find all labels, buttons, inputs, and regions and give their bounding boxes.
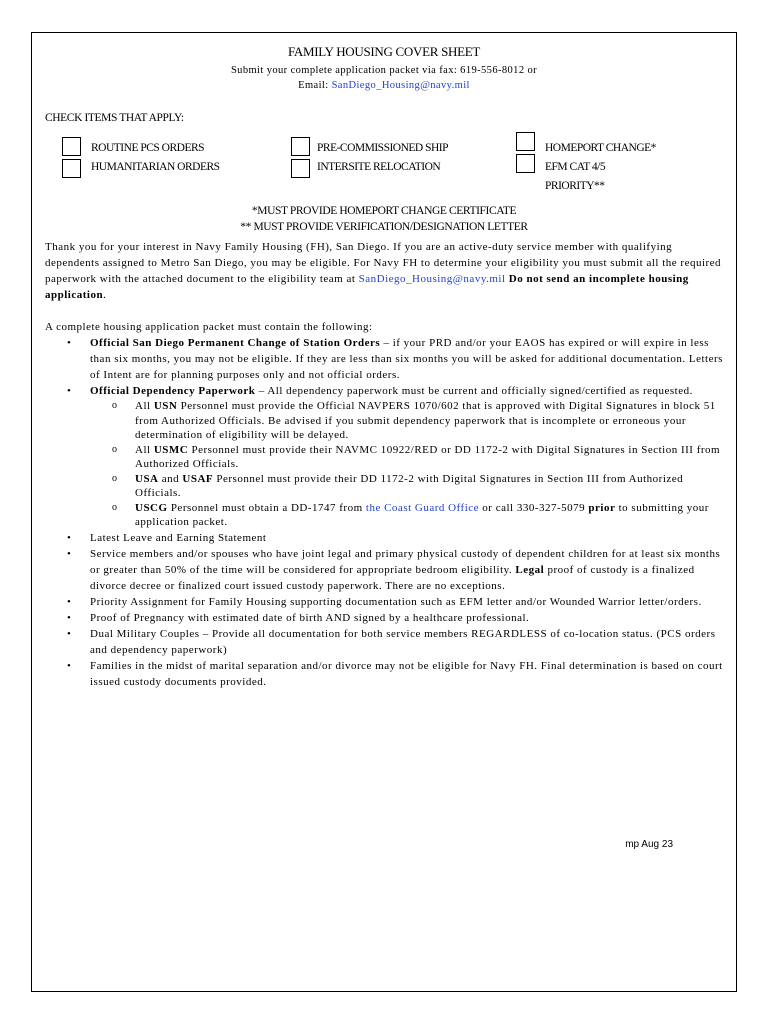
label-intersite-relocation: INTERSITE RELOCATION	[317, 161, 441, 173]
sub-item-usa-usaf	[90, 472, 725, 501]
email-line	[32, 80, 736, 91]
coast-guard-office-link[interactable]: the Coast Guard Office	[365, 501, 480, 514]
uscg-text: Personnel must obtain a DD-1747 from	[167, 501, 366, 514]
list-item-separation: • Families in the midst of marital separation and/or divorce may not be eligible for Navy FH. Final determination is based on court issued custody documents provided.	[45, 658, 725, 690]
uscg-end: to submitting your application packet.	[135, 501, 709, 528]
usa-mid: and	[158, 472, 183, 485]
uscg-phone: or call 330-327-5079	[479, 501, 589, 514]
verification-letter-note: ** MUST PROVIDE VERIFICATION/DESIGNATION LETTER	[240, 221, 528, 233]
intro-paragraph	[45, 239, 725, 303]
list-item-dual-military: • Dual Military Couples – Provide all documentation for both service members REGARDLESS of co-location status. (PCS orders and dependency paperwork)	[45, 626, 725, 658]
custody-legal: Legal	[515, 563, 545, 576]
usa-label: USA	[135, 472, 159, 485]
checklist-heading: CHECK ITEMS THAT APPLY:	[45, 112, 184, 124]
checkbox-efm-cat[interactable]	[516, 154, 535, 173]
email-link[interactable]: SanDiego_Housing@navy.mil	[331, 80, 470, 91]
sub-item-usmc	[90, 443, 725, 472]
label-priority: PRIORITY**	[545, 180, 605, 192]
cover-sheet-page	[31, 32, 737, 992]
revision-note: mp Aug 23	[625, 839, 673, 850]
dependency-heading: Official Dependency Paperwork	[90, 385, 256, 397]
page-title: FAMILY HOUSING COVER SHEET	[287, 44, 481, 59]
uscg-label: USCG	[135, 501, 168, 514]
pcs-orders-text: – if your PRD and/or your EAOS has expired or will expire in less than six months, you may not be eligible. If they are less than six months you will be asked for additional documentation. Letters of Intent are for planning purposes only and not official orders.	[90, 337, 723, 381]
custody-text: Service members and/or spouses who have joint legal and primary physical custody of dependent children for at least six months or greater than 50% of the time will be considered for appropriate bedroom eligibility.	[90, 547, 721, 576]
intro-end: .	[103, 289, 107, 301]
pcs-orders-heading: Official San Diego Permanent Change of Station Orders	[90, 337, 381, 349]
usmc-text: Personnel must provide their NAVMC 10922/RED or DD 1172-2 with Digital Signatures in Section III from Authorized Officials.	[135, 443, 721, 470]
checkbox-humanitarian[interactable]	[62, 159, 81, 178]
list-item-custody	[45, 546, 725, 594]
requirements-list	[45, 335, 725, 690]
intro-text: Thank you for your interest in Navy Family Housing (FH), San Diego. If you are an active-duty service member with qualifying dependents assigned to Metro San Diego, you may be eligible. For Navy FH to determine your eligibility you must submit all the required paperwork with the attached document to the eligibility team at	[45, 241, 722, 285]
usmc-prefix: All	[135, 443, 154, 456]
label-homeport-change: HOMEPORT CHANGE*	[545, 142, 656, 154]
list-item-pcs-orders	[45, 335, 725, 383]
usaf-label: USAF	[182, 472, 214, 485]
usmc-label: USMC	[153, 443, 189, 456]
usn-label: USN	[153, 400, 178, 412]
intro-email-link[interactable]: SanDiego_Housing@navy.mil	[358, 273, 506, 285]
checkbox-intersite-relocation[interactable]	[291, 159, 310, 178]
sub-item-usn	[90, 399, 725, 443]
list-item-les: • Latest Leave and Earning Statement	[45, 530, 725, 546]
usa-text: Personnel must provide their DD 1172-2 with Digital Signatures in Section III from Authorized Officials.	[135, 472, 684, 499]
homeport-certificate-note: *MUST PROVIDE HOMEPORT CHANGE CERTIFICATE	[251, 205, 517, 217]
intro-warning: Do not send an incomplete housing application	[45, 273, 689, 301]
usn-prefix: All	[135, 400, 154, 412]
list-item-dependency	[45, 383, 725, 530]
label-routine-pcs: ROUTINE PCS ORDERS	[91, 142, 205, 154]
usn-text: Personnel must provide the Official NAVPERS 1070/602 that is approved with Digital Signatures in block 51 from Authorized Officials. Be advised if you submit dependency paperwork that is incomplete or erroneous your determination of eligibility will be delayed.	[135, 400, 716, 441]
email-prefix: Email:	[298, 80, 332, 91]
uscg-prior: prior	[588, 501, 616, 514]
custody-end: proof of custody is a finalized divorce decree or finalized court issued custody paperwork. There are no exceptions.	[90, 563, 695, 592]
label-pre-commissioned-ship: PRE-COMMISSIONED SHIP	[317, 142, 449, 154]
checkbox-homeport-change[interactable]	[516, 132, 535, 151]
packet-lead: A complete housing application packet must contain the following:	[45, 321, 373, 333]
packet-requirements	[45, 319, 725, 690]
label-humanitarian: HUMANITARIAN ORDERS	[91, 161, 220, 173]
dependency-text: – All dependency paperwork must be current and officially signed/certified as requested.	[255, 385, 693, 397]
label-efm-cat: EFM CAT 4/5	[545, 161, 606, 173]
service-branch-list	[90, 399, 725, 530]
checkbox-routine-pcs[interactable]	[62, 137, 81, 156]
list-item-pregnancy: • Proof of Pregnancy with estimated date of birth AND signed by a healthcare professional.	[45, 610, 725, 626]
list-item-priority: • Priority Assignment for Family Housing supporting documentation such as EFM letter and/or Wounded Warrior letter/orders.	[45, 594, 725, 610]
fax-instructions: Submit your complete application packet via fax: 619-556-8012 or	[230, 65, 538, 76]
checkbox-pre-commissioned-ship[interactable]	[291, 137, 310, 156]
sub-item-uscg	[90, 501, 725, 530]
